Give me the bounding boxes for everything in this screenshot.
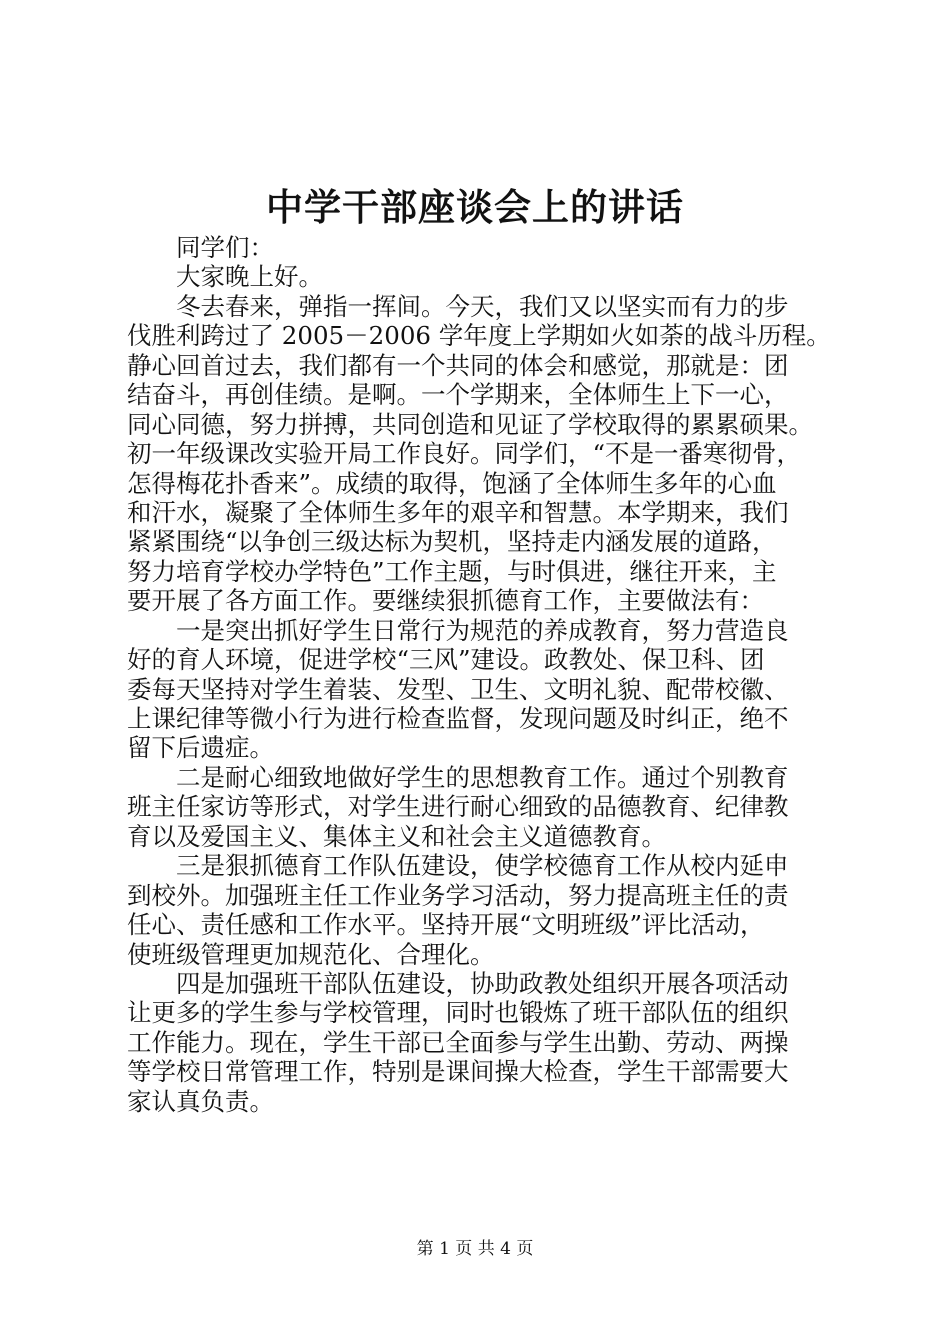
text-line: 和汗水，凝聚了全体师生多年的艰辛和智慧。本学期来，我们	[127, 497, 789, 527]
text-line: 留下后遗症。	[127, 733, 274, 763]
text-line: 三是狠抓德育工作队伍建设，使学校德育工作从校内延申	[176, 851, 789, 881]
text-line: 二是耐心细致地做好学生的思想教育工作。通过个别教育	[176, 762, 789, 792]
document-title: 中学干部座谈会上的讲话	[266, 185, 684, 229]
text-line: 到校外。加强班主任工作业务学习活动，努力提高班主任的责	[127, 880, 789, 910]
text-line: 育以及爱国主义、集体主义和社会主义道德教育。	[127, 821, 666, 851]
text-line: 家认真负责。	[127, 1086, 274, 1116]
text-line: 等学校日常管理工作，特别是课间操大检查，学生干部需要大	[127, 1057, 789, 1087]
text-line: 同心同德，努力拼搏，共同创造和见证了学校取得的累累硕果。	[127, 409, 813, 439]
document-body	[127, 233, 837, 1116]
text-line: 冬去春来，弹指一挥间。今天，我们又以坚实而有力的步	[176, 291, 789, 321]
text-line: 要开展了各方面工作。要继续狠抓德育工作，主要做法有：	[127, 586, 764, 616]
text-line: 上课纪律等微小行为进行检查监督，发现问题及时纠正，绝不	[127, 704, 789, 733]
text-line: 四是加强班干部队伍建设，协助政教处组织开展各项活动	[176, 968, 789, 998]
text-line: 一是突出抓好学生日常行为规范的养成教育，努力营造良	[176, 615, 789, 645]
text-line: 结奋斗，再创佳绩。是啊。一个学期来，全体师生上下一心，	[127, 380, 789, 410]
text-line: 同学们：	[176, 233, 274, 262]
page-footer: 第 1 页 共 4 页	[416, 1239, 534, 1259]
text-line: 初一年级课改实验开局工作良好。同学们，“不是一番寒彻骨，	[127, 439, 802, 469]
text-line: 紧紧围绕“以争创三级达标为契机，坚持走内涵发展的道路，	[127, 527, 777, 557]
text-line: 班主任家访等形式，对学生进行耐心细致的品德教育、纪律教	[127, 792, 789, 822]
text-line: 好的育人环境，促进学校“三风”建设。政教处、保卫科、团	[127, 645, 765, 675]
text-line: 静心回首过去，我们都有一个共同的体会和感觉，那就是：团	[127, 350, 789, 380]
text-line: 使班级管理更加规范化、合理化。	[127, 939, 495, 969]
text-line: 让更多的学生参与学校管理，同时也锻炼了班干部队伍的组织	[127, 998, 789, 1028]
text-line: 工作能力。现在，学生干部已全面参与学生出勤、劳动、两操	[127, 1027, 789, 1057]
text-line: 伐胜利跨过了 2005－2006 学年度上学期如火如荼的战斗历程。	[127, 321, 831, 351]
text-line: 怎得梅花扑香来”。成绩的取得，饱涵了全体师生多年的心血	[127, 468, 777, 498]
text-line: 大家晚上好。	[176, 262, 323, 292]
text-line: 委每天坚持对学生着装、发型、卫生、文明礼貌、配带校徽、	[127, 674, 789, 704]
text-line: 任心、责任感和工作水平。坚持开展“文明班级”评比活动，	[127, 910, 765, 940]
text-line: 努力培育学校办学特色”工作主题，与时俱进，继往开来，主	[127, 556, 777, 586]
